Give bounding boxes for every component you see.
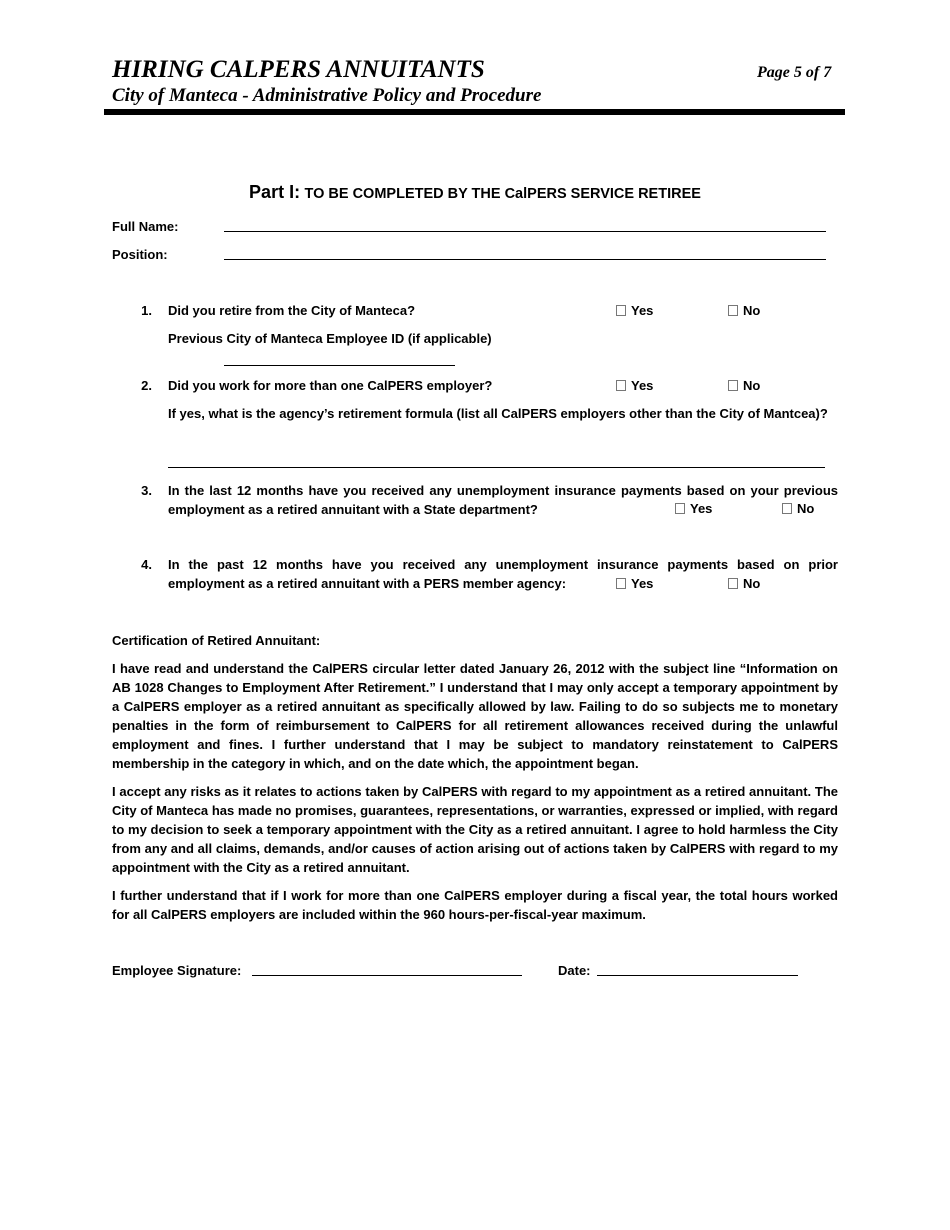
full-name-label: Full Name: (112, 219, 179, 234)
checkbox-icon[interactable] (728, 380, 738, 391)
question-3-number: 3. (141, 483, 152, 498)
yes-label: Yes (631, 378, 654, 393)
part-heading (0, 182, 950, 203)
no-label: No (743, 378, 761, 393)
question-2-no-option[interactable] (728, 376, 760, 395)
certification-paragraph-2: I accept any risks as it relates to actions taken by CalPERS with regard to my appointment as a retired annuitant. The City of Manteca has made no promises, guarantees, representations, or warranties, expressed or implied, with regard to my decision to seek a temporary appointment with the City as a retired annuitant. I agree to hold harmless the City from any and all claims, demands, and/or causes of action arising out of actions taken by CalPERS with regard to my appointment with the City as a retired annuitant. (112, 784, 838, 875)
full-name-field[interactable] (224, 231, 826, 232)
position-label: Position: (112, 247, 168, 262)
page-number: Page 5 of 7 (757, 64, 832, 81)
question-3-no-option[interactable] (782, 499, 814, 518)
question-2-number: 2. (141, 378, 152, 393)
retirement-formula-field[interactable] (168, 467, 825, 468)
checkbox-icon[interactable] (675, 503, 685, 514)
checkbox-icon[interactable] (616, 380, 626, 391)
checkbox-icon[interactable] (728, 305, 738, 316)
employee-signature-field[interactable] (252, 975, 522, 976)
question-3-yes-option[interactable] (672, 499, 712, 518)
certification-heading: Certification of Retired Annuitant: (112, 633, 321, 648)
question-2-subtext: If yes, what is the agency’s retirement formula (list all CalPERS employers other than the City of Mantcea)? (168, 406, 828, 421)
yes-label: Yes (631, 576, 654, 591)
certification-body (112, 659, 838, 924)
question-4-text: In the past 12 months have you received any unemployment insurance payments based on prior employment as a retired annuitant with a PERS member agency: (168, 557, 838, 591)
checkbox-icon[interactable] (782, 503, 792, 514)
date-label: Date: (558, 963, 591, 978)
no-label: No (743, 303, 761, 318)
question-2-text: Did you work for more than one CalPERS employer? (168, 378, 493, 393)
part-title: TO BE COMPLETED BY THE CalPERS SERVICE RETIREE (304, 186, 701, 202)
yes-label: Yes (690, 501, 713, 516)
checkbox-icon[interactable] (728, 578, 738, 589)
question-3-text: In the last 12 months have you received any unemployment insurance payments based on your previous employment as a retired annuitant with a State department? (168, 483, 838, 517)
question-4-no-option[interactable] (728, 574, 760, 593)
certification-paragraph-1: I have read and understand the CalPERS circular letter dated January 26, 2012 with the subject line “Information on AB 1028 Changes to Employment After Retirement.” I understand that I may only accept a temporary appointment by a CalPERS employer as a retired annuitant as specifically allowed by law. Failing to do so subjects me to monetary penalties in the form of reimbursement to CalPERS for all retirement allowances received during the unlawful employment and fines. I further understand that I may be subject to mandatory reinstatement to CalPERS membership in the category in which, and on the date which, the appointment began. (112, 661, 838, 771)
question-4-yes-option[interactable] (614, 574, 653, 593)
checkbox-icon[interactable] (616, 578, 626, 589)
header-divider (104, 109, 845, 115)
certification-paragraph-3: I further understand that if I work for more than one CalPERS employer during a fiscal year, the total hours worked for all CalPERS employers are included within the 960 hours-per-fiscal-year maximum. (112, 888, 838, 922)
part-label: Part I: (249, 182, 301, 202)
question-1-subtext: Previous City of Manteca Employee ID (if applicable) (168, 331, 492, 346)
document-subtitle: City of Manteca - Administrative Policy and Procedure (112, 85, 542, 106)
document-title: HIRING CALPERS ANNUITANTS (112, 56, 485, 83)
question-1-yes-option[interactable] (616, 301, 653, 320)
no-label: No (797, 501, 815, 516)
question-2-yes-option[interactable] (616, 376, 653, 395)
question-1-no-option[interactable] (728, 301, 760, 320)
checkbox-icon[interactable] (616, 305, 626, 316)
question-1-number: 1. (141, 303, 152, 318)
employee-id-field[interactable] (224, 365, 455, 366)
question-4-number: 4. (141, 557, 152, 572)
date-field[interactable] (597, 975, 798, 976)
no-label: No (743, 576, 761, 591)
question-1-text: Did you retire from the City of Manteca? (168, 303, 416, 318)
employee-signature-label: Employee Signature: (112, 963, 242, 978)
position-field[interactable] (224, 259, 826, 260)
yes-label: Yes (631, 303, 654, 318)
